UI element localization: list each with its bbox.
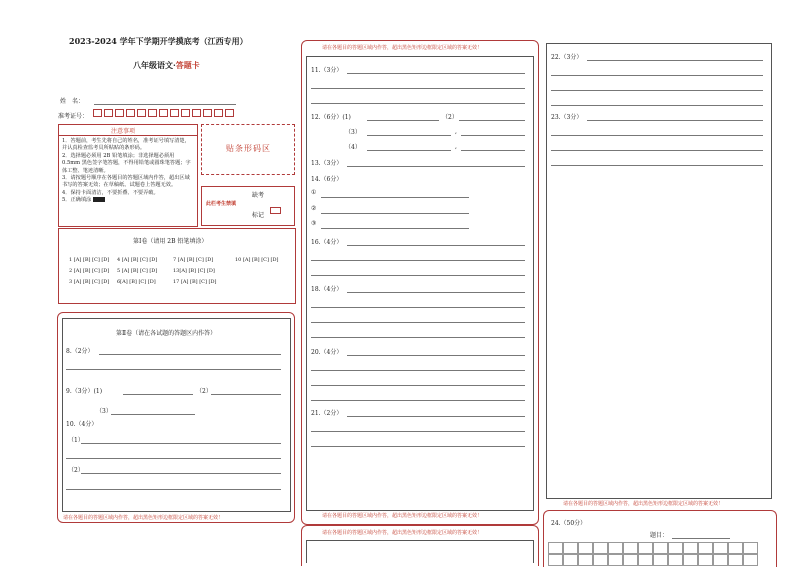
grid-cell[interactable] xyxy=(548,554,563,566)
choice-q3[interactable]: 3 [A] [B] [C] [D] xyxy=(69,279,110,285)
q18-answer-line[interactable] xyxy=(311,307,525,308)
q11-answer-line[interactable] xyxy=(311,88,525,89)
grid-cell[interactable] xyxy=(728,542,743,554)
q11-answer-line[interactable] xyxy=(347,73,525,74)
grid-cell[interactable] xyxy=(743,554,758,566)
q13-answer-line[interactable] xyxy=(347,166,525,167)
grid-cell[interactable] xyxy=(578,554,593,566)
grid-cell[interactable] xyxy=(668,542,683,554)
q12-4-label: （4） xyxy=(345,144,361,151)
q10-label: 10.（4分） xyxy=(66,421,98,428)
name-field[interactable] xyxy=(94,104,236,105)
notice-item: 3．请按题号顺序在各题目的答题区域内作答，超出区域书写的答案无效；在草稿纸、试题卷上答题无效。 xyxy=(62,175,190,189)
middle-box-2 xyxy=(306,540,534,563)
comma: , xyxy=(455,143,457,150)
q9-answer-line[interactable] xyxy=(123,394,193,395)
q18-answer-line[interactable] xyxy=(347,292,525,293)
warning-mid-top: 请在各题目的答题区域内作答，超出黑色矩形边框限定区域的答案无效！ xyxy=(322,45,483,51)
barcode-label: 贴条形码区 xyxy=(226,144,271,153)
q20-answer-line[interactable] xyxy=(311,385,525,386)
right-box xyxy=(546,43,772,499)
q22-label: 22.（3分） xyxy=(551,54,583,61)
choice-q17[interactable]: 17 [A] [B] [C] [D] xyxy=(173,279,217,285)
subject-title xyxy=(133,60,200,71)
id-cell[interactable] xyxy=(148,109,157,117)
choice-q7[interactable]: 7 [A] [B] [C] [D] xyxy=(173,257,214,263)
part2-box xyxy=(62,318,291,512)
grid-cell[interactable] xyxy=(578,542,593,554)
essay-title-label: 题目： xyxy=(650,532,669,539)
q22-answer-line[interactable] xyxy=(587,60,763,61)
notice-item: 4．保持卡面清洁，不要折叠、不要弄破。 xyxy=(62,189,159,196)
q23-answer-line[interactable] xyxy=(551,135,763,136)
q12-answer-line[interactable] xyxy=(367,135,451,136)
q24-label: 24.（50分） xyxy=(551,520,587,527)
id-cell[interactable] xyxy=(137,109,146,117)
notice-item: 2．选择题必须用 2B 铅笔填涂；非选择题必须用 0.5mm 黑色签字笔答题，不得用铅笔或圆珠笔答题；字体工整、笔迹清晰。 xyxy=(62,152,191,174)
q12-3-label: （3） xyxy=(345,129,361,136)
absent-line2: 标记 xyxy=(252,212,265,219)
grid-cell[interactable] xyxy=(623,554,638,566)
q12-answer-line[interactable] xyxy=(367,120,439,121)
id-cell[interactable] xyxy=(203,109,212,117)
choice-q2[interactable]: 2 [A] [B] [C] [D] xyxy=(69,268,110,274)
q14-mark-3: ③ xyxy=(311,220,317,227)
id-cell[interactable] xyxy=(192,109,201,117)
grid-cell[interactable] xyxy=(728,554,743,566)
notice-item: 1．答题前，考生先将自己的姓名，准考证号填写清楚，并认真检查监考员所粘贴的条形码。 xyxy=(62,138,190,152)
q10-1-label: （1） xyxy=(68,437,84,444)
essay-title-line[interactable] xyxy=(672,538,730,539)
exam-title: 2023-2024 学年下学期开学摸底考（江西专用） xyxy=(69,36,248,46)
q20-answer-line[interactable] xyxy=(347,355,525,356)
q10-answer-line[interactable] xyxy=(81,473,281,474)
barcode-area xyxy=(201,124,295,175)
q18-answer-line[interactable] xyxy=(311,322,525,323)
q20-label: 20.（4分） xyxy=(311,349,343,356)
id-cell[interactable] xyxy=(159,109,168,117)
absent-box xyxy=(201,186,295,226)
id-cell[interactable] xyxy=(115,109,124,117)
q23-label: 23.（3分） xyxy=(551,114,583,121)
middle-box xyxy=(306,56,534,511)
q11-label: 11.（3分） xyxy=(311,67,343,74)
q20-answer-line[interactable] xyxy=(311,400,525,401)
q9-2-label: （2） xyxy=(196,388,212,395)
q10-2-label: （2） xyxy=(68,467,84,474)
q16-label: 16.（4分） xyxy=(311,239,343,246)
q16-answer-line[interactable] xyxy=(311,260,525,261)
q12-answer-line[interactable] xyxy=(461,135,525,136)
q12-answer-line[interactable] xyxy=(459,120,525,121)
grid-cell[interactable] xyxy=(593,542,608,554)
q8-answer-line[interactable] xyxy=(99,354,281,355)
q12-2-label: （2） xyxy=(442,114,458,121)
q22-answer-line[interactable] xyxy=(551,90,763,91)
q10-answer-line[interactable] xyxy=(66,458,281,459)
grid-cell[interactable] xyxy=(713,554,728,566)
absent-label: 此栏考生禁填 xyxy=(206,201,237,207)
warning-mid-bottom: 请在各题目的答题区域内作答，超出黑色矩形边框限定区域的答案无效！ xyxy=(322,513,483,519)
q12-answer-line[interactable] xyxy=(461,150,525,151)
grid-cell[interactable] xyxy=(563,554,578,566)
id-cell[interactable] xyxy=(104,109,113,117)
q9-label: 9.（3分）(1) xyxy=(66,388,103,395)
q21-label: 21.（2分） xyxy=(311,410,343,417)
grid-cell[interactable] xyxy=(593,554,608,566)
grid-cell[interactable] xyxy=(683,542,698,554)
grid-cell[interactable] xyxy=(743,542,758,554)
q23-answer-line[interactable] xyxy=(551,165,763,166)
q18-label: 18.（4分） xyxy=(311,286,343,293)
grid-cell[interactable] xyxy=(623,542,638,554)
grid-cell[interactable] xyxy=(653,554,668,566)
grid-cell[interactable] xyxy=(713,542,728,554)
q9-answer-line[interactable] xyxy=(111,414,195,415)
q8-answer-line[interactable] xyxy=(66,369,281,370)
q12-answer-line[interactable] xyxy=(367,150,451,151)
comma: , xyxy=(455,128,457,135)
q23-answer-line[interactable] xyxy=(551,150,763,151)
absent-line1: 缺考 xyxy=(252,192,265,199)
q14-answer-line[interactable] xyxy=(321,228,469,229)
grid-cell[interactable] xyxy=(638,542,653,554)
id-cell[interactable] xyxy=(93,109,102,117)
q18-answer-line[interactable] xyxy=(311,337,525,338)
choice-q5[interactable]: 5 [A] [B] [C] [D] xyxy=(117,268,158,274)
grid-cell[interactable] xyxy=(683,554,698,566)
q11-answer-line[interactable] xyxy=(311,103,525,104)
id-label: 准考证号： xyxy=(58,113,89,120)
q21-answer-line[interactable] xyxy=(311,431,525,432)
q21-answer-line[interactable] xyxy=(347,416,525,417)
notice-item-fill: 5．正确填涂 xyxy=(62,197,193,204)
id-cell[interactable] xyxy=(181,109,190,117)
q10-answer-line[interactable] xyxy=(81,443,281,444)
id-cell[interactable] xyxy=(214,109,223,117)
choice-q1[interactable]: 1 [A] [B] [C] [D] xyxy=(69,257,110,263)
q9-3-label: （3） xyxy=(96,408,112,415)
q22-answer-line[interactable] xyxy=(551,105,763,106)
q21-answer-line[interactable] xyxy=(311,446,525,447)
filled-mark-icon xyxy=(93,197,105,202)
q12-label: 12.（6分）(1) xyxy=(311,114,351,121)
q13-label: 13.（3分） xyxy=(311,160,343,167)
grid-cell[interactable] xyxy=(563,542,578,554)
warning-left: 请在各题目的答题区域内作答，超出黑色矩形边框限定区域的答案无效！ xyxy=(63,515,224,521)
grid-cell[interactable] xyxy=(548,542,563,554)
essay-grid[interactable] xyxy=(548,542,770,562)
absent-mark-box[interactable] xyxy=(270,207,281,214)
part2-title: 第Ⅱ卷（请在各试题的答题区内作答） xyxy=(116,330,217,337)
grid-cell[interactable] xyxy=(608,554,623,566)
q10-answer-line[interactable] xyxy=(66,489,281,490)
grid-cell[interactable] xyxy=(698,554,713,566)
q23-answer-line[interactable] xyxy=(587,120,763,121)
q16-answer-line[interactable] xyxy=(347,245,525,246)
q9-answer-line[interactable] xyxy=(211,394,281,395)
grid-cell[interactable] xyxy=(698,542,713,554)
notice-box xyxy=(58,124,198,227)
q22-answer-line[interactable] xyxy=(551,75,763,76)
grid-cell[interactable] xyxy=(668,554,683,566)
notice-title: 注意事项 xyxy=(111,128,136,135)
q14-answer-line[interactable] xyxy=(321,197,469,198)
grid-cell[interactable] xyxy=(638,554,653,566)
name-label: 姓 名： xyxy=(60,98,85,105)
q14-label: 14.（6分） xyxy=(311,176,343,183)
warning-mid-2: 请在各题目的答题区域内作答，超出黑色矩形边框限定区域的答案无效！ xyxy=(322,530,483,536)
part1-box xyxy=(58,228,296,304)
q16-answer-line[interactable] xyxy=(311,275,525,276)
choice-q6[interactable]: 6[A] [B] [C] [D] xyxy=(117,279,156,285)
grid-cell[interactable] xyxy=(608,542,623,554)
choice-q10[interactable]: 10 [A] [B] [C] [D] xyxy=(235,257,279,263)
q14-answer-line[interactable] xyxy=(321,213,469,214)
part1-title: 第Ⅰ卷（请用 2B 铅笔填涂） xyxy=(133,238,208,245)
warning-right: 请在各题目的答题区域内作答，超出黑色矩形边框限定区域的答案无效！ xyxy=(563,501,724,507)
q20-answer-line[interactable] xyxy=(311,370,525,371)
subject-suffix: 答题卡 xyxy=(175,60,200,70)
id-cell[interactable] xyxy=(225,109,234,117)
choice-q4[interactable]: 4 [A] [B] [C] [D] xyxy=(117,257,158,263)
q14-mark-2: ② xyxy=(311,205,317,212)
id-cell[interactable] xyxy=(170,109,179,117)
q8-label: 8.（2分） xyxy=(66,348,94,355)
q14-mark-1: ① xyxy=(311,189,317,196)
id-cell[interactable] xyxy=(126,109,135,117)
choice-q13[interactable]: 13[A] [B] [C] [D] xyxy=(173,268,215,274)
id-cells[interactable] xyxy=(93,109,243,119)
grid-cell[interactable] xyxy=(653,542,668,554)
subject-prefix: 八年级语文· xyxy=(133,60,176,70)
